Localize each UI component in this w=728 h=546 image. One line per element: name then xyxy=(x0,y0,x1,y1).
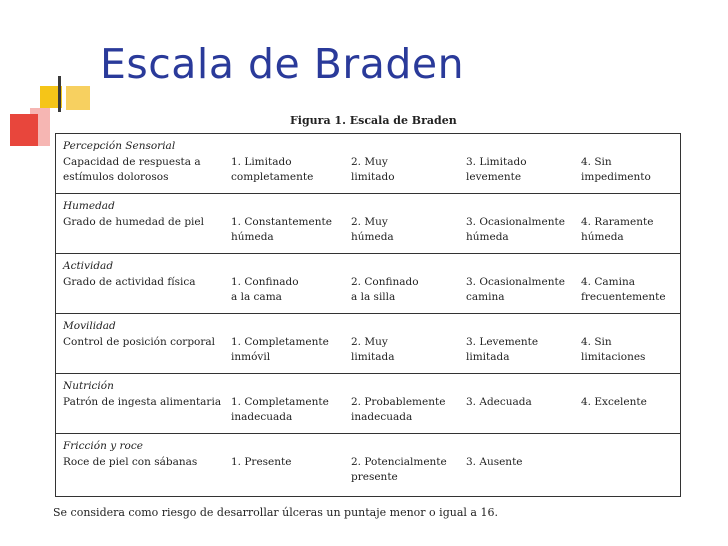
table-row xyxy=(56,134,680,194)
decor-vertical-bar xyxy=(58,76,61,112)
score-option-3: 3. Adecuada xyxy=(466,396,532,408)
table-row xyxy=(56,194,680,254)
category-description: Roce de piel con sábanas xyxy=(63,456,198,468)
decor-red-square xyxy=(10,114,38,146)
category-title: Percepción Sensorial xyxy=(63,140,176,152)
score-option-2: 2. Potencialmente presente xyxy=(351,456,447,483)
score-option-4: 4. Camina frecuentemente xyxy=(581,276,666,303)
score-option-2: 2. Probablemente inadecuada xyxy=(351,396,446,423)
score-option-3: 3. Ausente xyxy=(466,456,523,468)
score-option-1: 1. Presente xyxy=(231,456,292,468)
score-option-1: 1. Completamente inadecuada xyxy=(231,396,329,423)
table-row xyxy=(56,254,680,314)
score-option-4: 4. Raramente húmeda xyxy=(581,216,654,243)
score-option-1: 1. Confinado a la cama xyxy=(231,276,299,303)
category-title: Humedad xyxy=(63,200,115,212)
slide-title: Escala de Braden xyxy=(100,40,465,88)
score-option-3: 3. Ocasionalmente húmeda xyxy=(466,216,565,243)
table-row xyxy=(56,434,680,497)
category-title: Fricción y roce xyxy=(63,440,143,452)
decor-yellow-square-light xyxy=(66,86,90,110)
score-option-2: 2. Muy húmeda xyxy=(351,216,394,243)
braden-scale-table xyxy=(55,133,681,497)
score-option-4: 4. Sin limitaciones xyxy=(581,336,646,363)
score-option-2: 2. Muy limitada xyxy=(351,336,395,363)
score-option-1: 1. Limitado completamente xyxy=(231,156,314,183)
category-title: Movilidad xyxy=(63,320,116,332)
table-row xyxy=(56,314,680,374)
category-description: Grado de actividad física xyxy=(63,276,196,288)
score-option-4: 4. Excelente xyxy=(581,396,647,408)
score-option-1: 1. Completamente inmóvil xyxy=(231,336,329,363)
figure-caption: Figura 1. Escala de Braden xyxy=(290,114,457,127)
score-option-3: 3. Levemente limitada xyxy=(466,336,539,363)
score-option-3: 3. Limitado levemente xyxy=(466,156,527,183)
score-option-3: 3. Ocasionalmente camina xyxy=(466,276,565,303)
score-option-1: 1. Constantemente húmeda xyxy=(231,216,332,243)
category-description: Patrón de ingesta alimentaria xyxy=(63,396,222,408)
category-title: Actividad xyxy=(63,260,114,272)
table-row xyxy=(56,374,680,434)
footnote: Se considera como riesgo de desarrollar úlceras un puntaje menor o igual a 16. xyxy=(53,506,498,519)
score-option-2: 2. Confinado a la silla xyxy=(351,276,419,303)
category-description: Grado de humedad de piel xyxy=(63,216,204,228)
score-option-2: 2. Muy limitado xyxy=(351,156,395,183)
score-option-4: 4. Sin impedimento xyxy=(581,156,651,183)
category-description: Control de posición corporal xyxy=(63,336,215,348)
category-description: Capacidad de respuesta a estímulos dolorosos xyxy=(63,156,201,183)
category-title: Nutrición xyxy=(63,380,114,392)
